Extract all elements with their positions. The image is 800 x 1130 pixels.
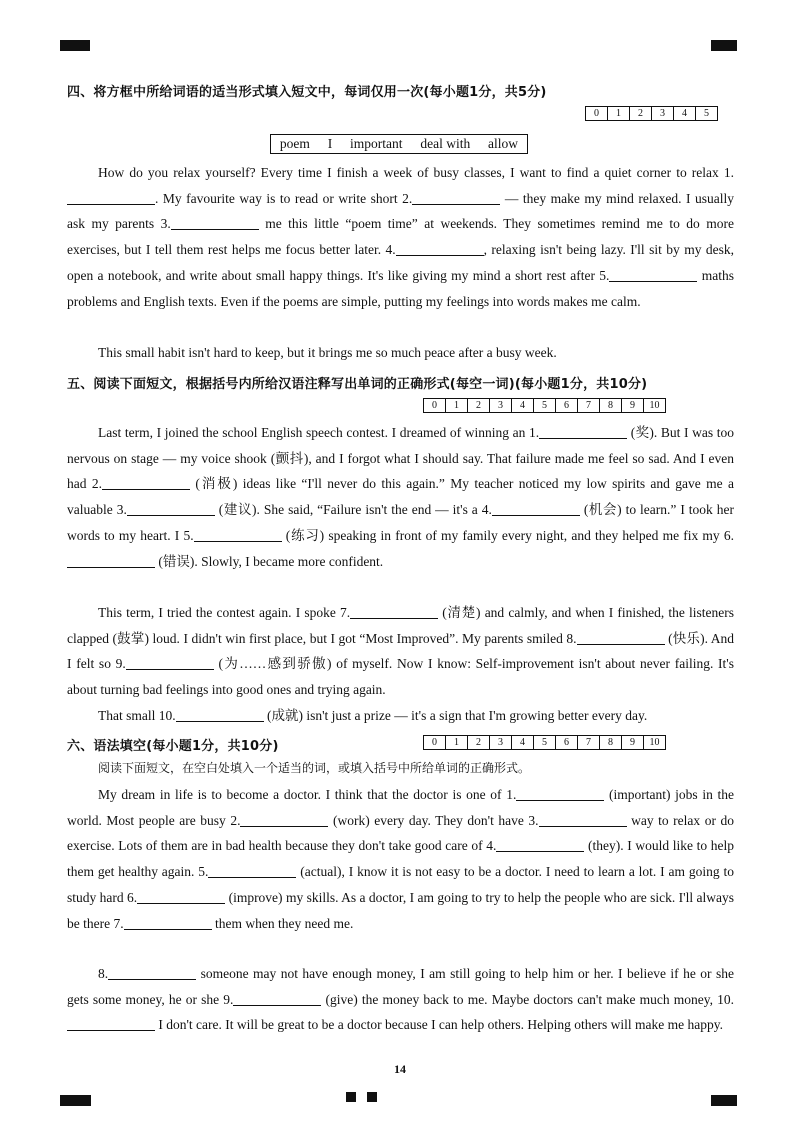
section5-paragraph-2: This term, I tried the contest again. I spoke 7. (清楚) and calmly, and when I finished, the listeners clapped (鼓掌) loud. I didn't win first place, but I got “Most Improved”. My parents smiled 8. (快乐). And I felt so 9. (为……感到骄傲) of myself. Now I know: Self-improvement isn't about never failing. It's about turning bad feelings into good ones and trying again.: [67, 605, 735, 698]
answer-blank[interactable]: [350, 604, 438, 619]
answer-blank[interactable]: [609, 267, 697, 282]
answer-blank[interactable]: [171, 215, 259, 230]
score-cell[interactable]: 4: [511, 399, 533, 412]
word-box-item: important: [350, 136, 403, 151]
answer-blank[interactable]: [412, 190, 500, 205]
section5-paragraph-3: That small 10. (成就) isn't just a prize — it's a sign that I'm growing better every day.: [98, 708, 648, 723]
answer-blank[interactable]: [577, 630, 665, 645]
score-cell[interactable]: 2: [467, 736, 489, 749]
score-cell[interactable]: 0: [594, 108, 599, 119]
answer-blank[interactable]: [194, 527, 282, 542]
registration-mark-bottom-left: [60, 1095, 91, 1106]
score-cell[interactable]: 8: [599, 736, 621, 749]
score-cell[interactable]: 8: [599, 399, 621, 412]
section6-paragraph-2: 8. someone may not have enough money, I am still going to help him or her. I believe if he or she gets some money, he or she 9. (give) the money back to me. Maybe doctors can't make much money, 10. I don't care. It will be great to be a doctor because I can help others. Helping others will make me happy.: [67, 966, 735, 1033]
answer-blank[interactable]: [240, 812, 328, 827]
score-cell[interactable]: 10: [643, 399, 665, 412]
word-box-item: allow: [488, 136, 519, 151]
word-box-item: poem: [279, 136, 310, 151]
registration-mark-bottom-center-1: [346, 1092, 356, 1102]
score-cell[interactable]: 3: [651, 107, 673, 120]
answer-blank[interactable]: [516, 786, 604, 801]
score-cell[interactable]: 4: [673, 107, 695, 120]
registration-mark-bottom-center-2: [367, 1092, 377, 1102]
answer-blank[interactable]: [67, 190, 155, 205]
answer-blank[interactable]: [102, 475, 190, 490]
section5-paragraph-1: Last term, I joined the school English speech contest. I dreamed of winning an 1. (奖). But I was too nervous on stage — my voice shook (颤抖), and I forgot what I should say. That failure made me feel so sad. And I even had 2. (消极) ideas like “I'll never do this again.” My teacher noticed my low spirits and gave me a valuable 3. (建议). She said, “Failure isn't the end — it's a 4. (机会) to learn.” I took her words to my heart. I 5. (练习) speaking in front of my family every night, and they helped me fix my 6. (错误). Slowly, I became more confident.: [67, 425, 735, 569]
section4-paragraph-2: This small habit isn't hard to keep, but it brings me so much peace after a busy week.: [98, 345, 557, 360]
answer-blank[interactable]: [67, 1016, 155, 1031]
section6-title: 六、语法填空(每小题1分，共10分): [67, 739, 279, 754]
section4-score-box[interactable]: [585, 106, 718, 121]
score-cell[interactable]: 4: [511, 736, 533, 749]
answer-blank[interactable]: [492, 501, 580, 516]
section5-title: 五、阅读下面短文，根据括号内所给汉语注释写出单词的正确形式(每空一词)(每小题1分，共10分): [67, 377, 648, 392]
page-number: 14: [394, 1062, 406, 1076]
answer-blank[interactable]: [124, 915, 212, 930]
score-cell[interactable]: 0: [432, 737, 437, 748]
score-cell[interactable]: 6: [555, 736, 577, 749]
score-cell[interactable]: 5: [695, 107, 717, 120]
section6-instruction: 阅读下面短文，在空白处填入一个适当的词，或填入括号中所给单词的正确形式。: [98, 761, 531, 775]
score-cell[interactable]: 2: [467, 399, 489, 412]
answer-blank[interactable]: [233, 991, 321, 1006]
score-cell[interactable]: 1: [607, 107, 629, 120]
section5-score-box[interactable]: [423, 398, 666, 413]
score-cell[interactable]: 5: [533, 736, 555, 749]
answer-blank[interactable]: [67, 553, 155, 568]
score-cell[interactable]: 9: [621, 399, 643, 412]
word-box-item: I: [327, 136, 333, 151]
answer-blank[interactable]: [108, 965, 196, 980]
score-cell[interactable]: 5: [533, 399, 555, 412]
score-cell[interactable]: 7: [577, 399, 599, 412]
answer-blank[interactable]: [127, 501, 215, 516]
score-cell[interactable]: 7: [577, 736, 599, 749]
answer-blank[interactable]: [176, 707, 264, 722]
section6-score-box[interactable]: [423, 735, 666, 750]
score-cell[interactable]: 1: [445, 736, 467, 749]
section4-paragraph-1: How do you relax yourself? Every time I finish a week of busy classes, I want to find a quiet corner to relax 1.. My favourite way is to read or write short 2. — they make my mind relaxed. I usually ask my parents 3. me this little “poem time” at weekends. They sometimes remind me to do more exercises, but I tell them rest helps me focus better later. 4. , relaxing isn't being lazy. I'll sit by my desk, open a notebook, and write about small happy things. It's like giving my mind a short rest after 5. maths problems and English texts. Even if the poems are simple, putting my feelings into words makes me calm.: [67, 165, 735, 309]
score-cell[interactable]: 3: [489, 736, 511, 749]
registration-mark-top-left: [60, 40, 90, 51]
answer-blank[interactable]: [396, 241, 484, 256]
score-cell[interactable]: 10: [643, 736, 665, 749]
answer-blank[interactable]: [539, 812, 627, 827]
word-box-item: deal with: [420, 136, 471, 151]
section4-title: 四、将方框中所给词语的适当形式填入短文中，每词仅用一次(每小题1分，共5分): [67, 85, 547, 100]
score-cell[interactable]: 1: [445, 399, 467, 412]
score-cell[interactable]: 3: [489, 399, 511, 412]
answer-blank[interactable]: [496, 837, 584, 852]
word-box: [270, 134, 528, 154]
answer-blank[interactable]: [539, 424, 627, 439]
answer-blank[interactable]: [208, 863, 296, 878]
score-cell[interactable]: 0: [432, 400, 437, 411]
registration-mark-top-right: [711, 40, 737, 51]
registration-mark-bottom-right: [711, 1095, 737, 1106]
section6-paragraph-1: My dream in life is to become a doctor. I think that the doctor is one of 1. (important) jobs in the world. Most people are busy 2. (work) every day. They don't have 3. way to relax or do exercise. Lots of them are in bad health because they don't take good care of 4. (they). I would like to help them get healthy again. 5. (actual), I know it is not easy to be a doctor. I need to learn a lot. I am going to study hard 6. (improve) my skills. As a doctor, I am going to try to help the people who are sick. I'll always be there 7. them when they need me.: [67, 787, 735, 931]
answer-blank[interactable]: [137, 889, 225, 904]
answer-blank[interactable]: [126, 655, 214, 670]
score-cell[interactable]: 6: [555, 399, 577, 412]
score-cell[interactable]: 2: [629, 107, 651, 120]
score-cell[interactable]: 9: [621, 736, 643, 749]
